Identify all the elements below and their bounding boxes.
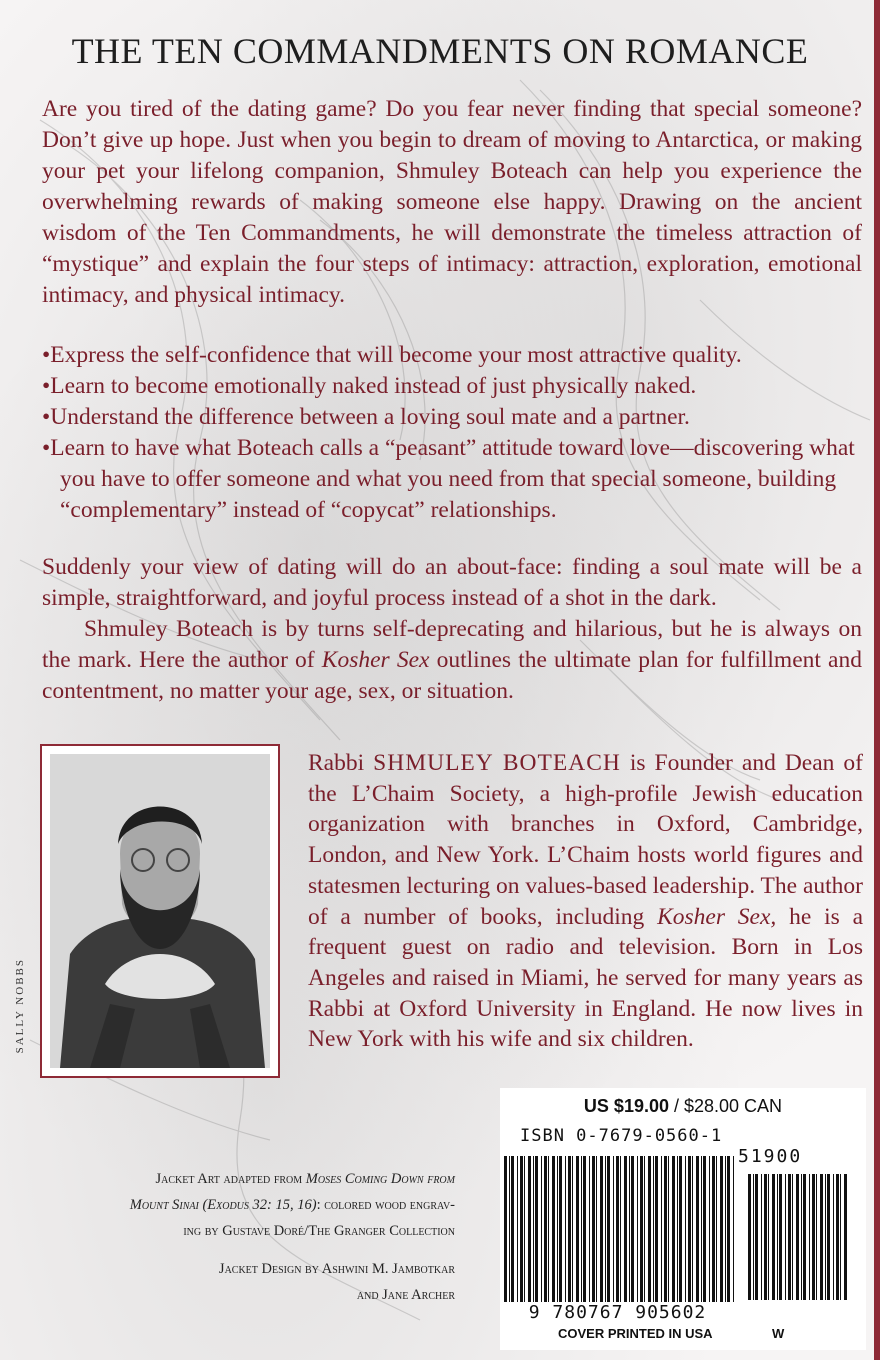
jacket-design-line-1: Jacket Design by Ashwini M. Jambotkar (218, 1261, 455, 1277)
author-name: SHMULEY BOTEACH (373, 750, 621, 776)
barcode-bar (637, 1156, 638, 1302)
barcode-bar (788, 1174, 791, 1300)
jacket-art-medium: : colored wood engrav- (316, 1197, 455, 1213)
barcode-bar (552, 1156, 555, 1302)
isbn-label: ISBN 0-7679-0560-1 (520, 1126, 723, 1146)
barcode-bar (528, 1156, 531, 1302)
barcode-bar (557, 1156, 558, 1302)
barcode-bar (796, 1174, 799, 1300)
praise-text-before: Shmuley Boteach is by turns self-deprecating and hilarious, but he is always on the mark. Here the author of (42, 616, 862, 673)
barcode-bar (761, 1174, 762, 1300)
barcode-bar (833, 1174, 834, 1300)
barcode-bar (583, 1156, 586, 1302)
author-photo (50, 754, 270, 1068)
barcode-bar (777, 1174, 778, 1300)
barcode-bar (672, 1156, 675, 1302)
barcode-bar (725, 1156, 726, 1302)
author-portrait (50, 754, 270, 1068)
price-separator: / (668, 1096, 684, 1116)
jacket-art-line-3: ing by Gustave Doré/The Granger Collection (183, 1223, 455, 1239)
barcode-bar (592, 1156, 595, 1302)
bio-text-2: he is a frequent guest on radio and television. Born in Los Angeles and raised in Miami, he served for many years as Rabbi at Oxford University in England. He now lives in New York with his wife and six children. (308, 903, 863, 1053)
printed-in-usa: COVER PRINTED IN USA (558, 1326, 713, 1341)
barcode-bar (520, 1156, 523, 1302)
author-photo-frame (40, 744, 280, 1078)
barcode-bar (504, 1156, 507, 1302)
praise-book-title: Kosher Sex (321, 647, 430, 673)
jacket-art-title-a: Moses Coming Down from (305, 1171, 455, 1187)
barcode-bar (648, 1156, 651, 1302)
barcode-bar (768, 1174, 769, 1300)
barcode-bar (624, 1156, 627, 1302)
barcode-bar (792, 1174, 793, 1300)
barcode-bar (517, 1156, 518, 1302)
bullet-list (42, 340, 862, 526)
barcode-bar (772, 1174, 775, 1300)
barcode-bar (727, 1156, 730, 1302)
jacket-art-label: Jacket Art adapted from (155, 1171, 306, 1187)
barcode-bar (844, 1174, 847, 1300)
barcode-bar (825, 1174, 826, 1300)
barcode-bar (785, 1174, 786, 1300)
barcode-bar (544, 1156, 547, 1302)
barcode-bar (541, 1156, 542, 1302)
back-cover-title: THE TEN COMMANDMENTS ON ROMANCE (71, 31, 809, 71)
barcode-bar (533, 1156, 534, 1302)
can-price: $28.00 CAN (684, 1096, 783, 1116)
barcode-bar (629, 1156, 630, 1302)
barcode-bar (548, 1156, 549, 1302)
barcode-bar (709, 1156, 710, 1302)
barcode-bar (755, 1174, 758, 1300)
barcode-bar (572, 1156, 573, 1302)
barcode-bar (589, 1156, 590, 1302)
barcode-bar (685, 1156, 686, 1302)
barcode-bar (836, 1174, 839, 1300)
barcode-bar (655, 1156, 658, 1302)
bullet-item: •Express the self-confidence that will become your most attractive quality. (42, 342, 742, 368)
bullet-item: •Learn to become emotionally naked instead of just physically naked. (42, 373, 697, 399)
barcode-bar (664, 1156, 667, 1302)
printer-mark: W (772, 1326, 785, 1341)
praise-text-after: outlines the ultimate plan for fulfillment and contentment, no matter your age, sex, or situation. (42, 647, 862, 704)
intro-paragraph: Are you tired of the dating game? Do you fear never finding that special someone? Don’t give up hope. Just when you begin to dream of moving to Antarctica, or making your pet your lifelong companion, Shmuley Boteach can help you experience the overwhelming rewards of making someone else happy. Drawing on the ancient wisdom of the Ten Commandments, he will demonstrate the timeless attraction of “mystique” and explain the four steps of intimacy: attraction, exploration, emotional intimacy, and physical intimacy. (42, 96, 862, 308)
barcode-bar (661, 1156, 662, 1302)
us-price: US $19.00 (583, 1096, 669, 1116)
price-line (500, 1096, 866, 1117)
barcode-bar (803, 1174, 806, 1300)
ean-digits: 9 780767 905602 (528, 1302, 707, 1323)
barcode-bar (688, 1156, 691, 1302)
barcode-bar (631, 1156, 634, 1302)
barcode-bar (576, 1156, 579, 1302)
barcode-bar (764, 1174, 767, 1300)
barcode-bar (820, 1174, 823, 1300)
addon-barcode (744, 1174, 854, 1300)
bullet-item: •Learn to have what Boteach calls a “peasant” attitude toward love—discovering what you have to offer someone and what you need from that special someone, building “complementary” instead of “copycat” relationships. (42, 435, 855, 523)
barcode-bar (677, 1156, 678, 1302)
bullet-item: •Understand the difference between a loving soul mate and a partner. (42, 404, 690, 430)
jacket-art-line-1 (130, 1166, 455, 1192)
jacket-art-title-b: Mount Sinai (Exodus 32: 15, 16) (129, 1197, 317, 1213)
barcode-bar (644, 1156, 645, 1302)
barcode-bar (620, 1156, 621, 1302)
barcode-bar (535, 1156, 538, 1302)
red-edge-rule (874, 0, 880, 1360)
barcode-bar (812, 1174, 815, 1300)
photo-credit: SALLY NOBBS (14, 958, 26, 1054)
barcode-bar (712, 1156, 715, 1302)
barcode-bar (524, 1156, 525, 1302)
barcode-bar (668, 1156, 669, 1302)
jacket-design-credit (219, 1256, 455, 1308)
barcode-bar (692, 1156, 693, 1302)
barcode-bar (840, 1174, 841, 1300)
barcode-bar (581, 1156, 582, 1302)
barcode-bar (696, 1156, 699, 1302)
barcode-bar (605, 1156, 606, 1302)
barcode-bar (716, 1156, 717, 1302)
barcode-bar (779, 1174, 782, 1300)
barcode-bar (733, 1156, 734, 1302)
barcode-bar (613, 1156, 614, 1302)
barcode-bar (568, 1156, 571, 1302)
barcode-bar (509, 1156, 510, 1302)
barcode-bar (559, 1156, 562, 1302)
bio-prefix: Rabbi (308, 750, 374, 776)
barcode-bar (701, 1156, 702, 1302)
barcode-bar (616, 1156, 619, 1302)
jacket-art-credit (130, 1166, 455, 1244)
barcode-bar (640, 1156, 643, 1302)
barcode-panel (500, 1088, 866, 1350)
jacket-design-line-2: and Jane Archer (356, 1287, 455, 1303)
barcode-bar (653, 1156, 654, 1302)
barcode-bar (748, 1174, 751, 1300)
barcode-bar (809, 1174, 810, 1300)
barcode-bar (565, 1156, 566, 1302)
barcode-bar (816, 1174, 817, 1300)
barcode-bar (600, 1156, 603, 1302)
barcode-bar (703, 1156, 706, 1302)
barcode-bar (607, 1156, 610, 1302)
barcode-bar (596, 1156, 597, 1302)
bio-text-1: is Founder and Dean of the L’Chaim Society, a high-profile Jewish education organization with branches in Oxford, Cambridge, London, and New York. L’Chaim hosts world figures and statesmen lecturing on values-based leadership. The author of a number of books, including (308, 750, 864, 930)
price-code: 51900 (738, 1146, 803, 1167)
praise-paragraph (42, 614, 862, 707)
jacket-art-line-2 (130, 1192, 455, 1218)
bio-book-title: Kosher Sex, (657, 903, 777, 930)
barcode-bar (511, 1156, 514, 1302)
barcode-bar (753, 1174, 754, 1300)
barcode-bar (827, 1174, 830, 1300)
barcode-bar (679, 1156, 682, 1302)
barcode-bar (801, 1174, 802, 1300)
barcode-bar (720, 1156, 723, 1302)
closing-paragraph: Suddenly your view of dating will do an about-face: finding a soul mate will be a simple, straightforward, and joyful process instead of a shot in the dark. (42, 554, 862, 611)
ean-barcode (500, 1156, 740, 1302)
author-bio (308, 748, 863, 1055)
